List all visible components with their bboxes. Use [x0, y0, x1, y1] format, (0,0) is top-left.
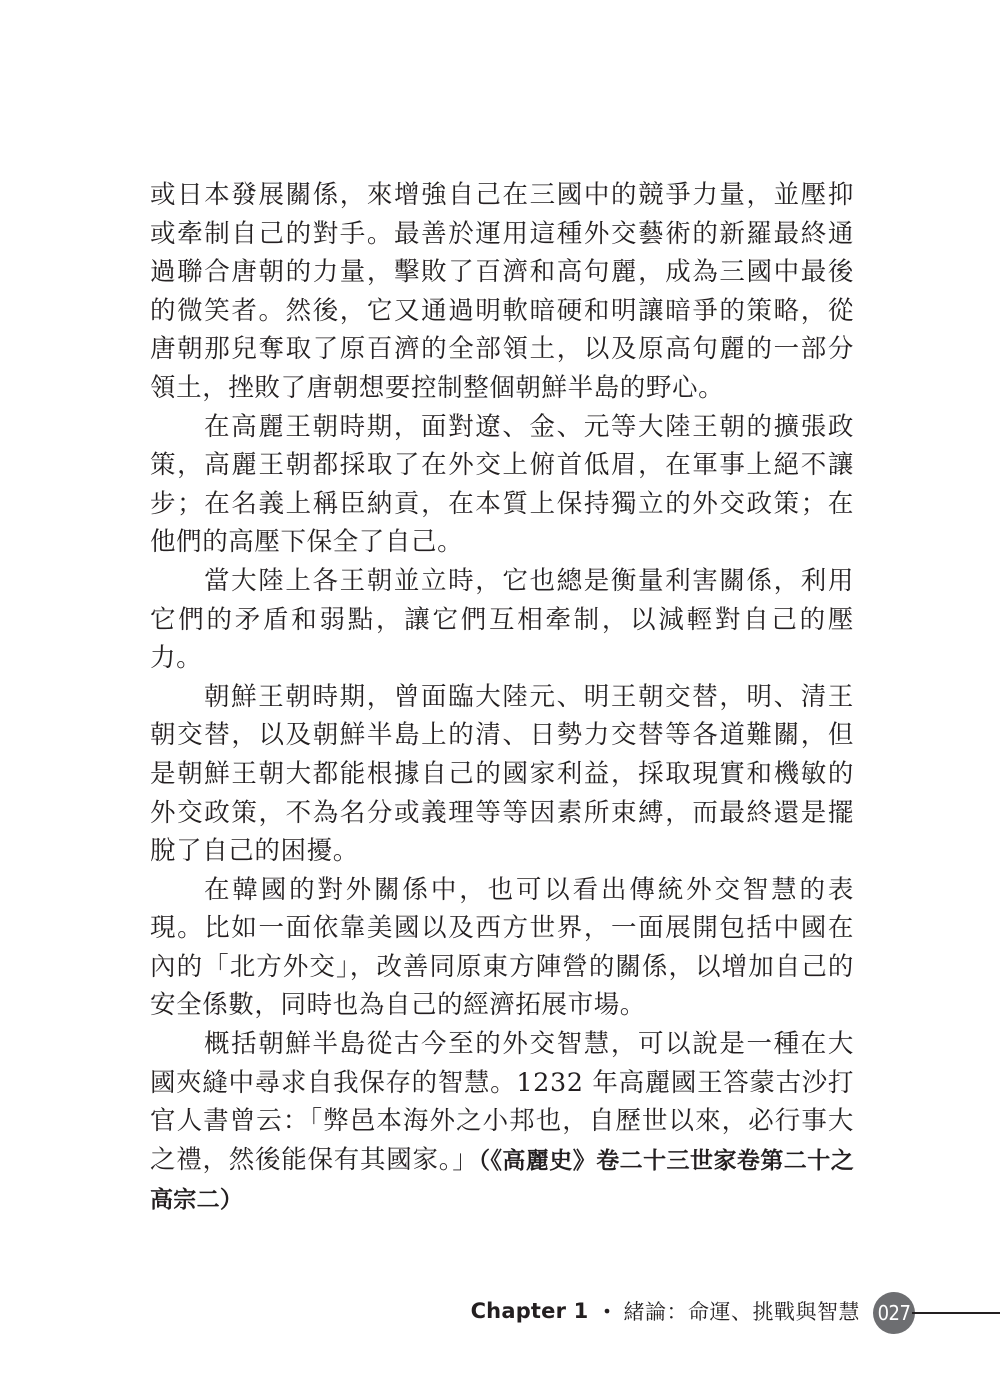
paragraph-6-text: 概括朝鮮半島從古今至的外交智慧，可以說是一種在大國夾縫中尋求自我保存的智慧。1232 年高麗國王答蒙古沙打官人書曾云：「弊邑本海外之小邦也，自歷世以來，必行事大之禮，然後能保有其國家。」 — [150, 1029, 854, 1175]
running-footer — [471, 1291, 860, 1331]
body-text — [150, 176, 854, 1220]
paragraph-1: 或日本發展關係，來增強自己在三國中的競爭力量，並壓抑或牽制自己的對手。最善於運用這種外交藝術的新羅最終通過聯合唐朝的力量，擊敗了百濟和高句麗，成為三國中最後的微笑者。然後，它又通過明軟暗硬和明讓暗爭的策略，從唐朝那兒奪取了原百濟的全部領土，以及原高句麗的一部分領土，挫敗了唐朝想要控制整個朝鮮半島的野心。 — [150, 180, 854, 403]
footer-rule — [912, 1312, 1000, 1314]
citation: （《高麗史》卷二十三世家卷第二十之高宗二） — [150, 1147, 854, 1214]
footer-separator: ・ — [596, 1300, 618, 1324]
paragraph-4: 朝鮮王朝時期，曾面臨大陸元、明王朝交替，明、清王朝交替，以及朝鮮半島上的清、日勢力交替等各道難關，但是朝鮮王朝大都能根據自己的國家利益，採取現實和機敏的外交政策，不為名分或義理等等因素所束縛，而最終還是擺脫了自己的困擾。 — [150, 681, 854, 867]
chapter-title: 緒論：命運、挑戰與智慧 — [623, 1300, 860, 1324]
paragraph-3: 當大陸上各王朝並立時，它也總是衡量利害關係，利用它們的矛盾和弱點，讓它們互相牽制，以減輕對自己的壓力。 — [150, 565, 854, 674]
paragraph-5: 在韓國的對外關係中，也可以看出傳統外交智慧的表現。比如一面依靠美國以及西方世界，一面展開包括中國在內的「北方外交」，改善同原東方陣營的關係，以增加自己的安全係數，同時也為自己的經濟拓展市場。 — [150, 874, 854, 1021]
paragraph-2: 在高麗王朝時期，面對遼、金、元等大陸王朝的擴張政策，高麗王朝都採取了在外交上俯首低眉，在軍事上絕不讓步；在名義上稱臣納貢，在本質上保持獨立的外交政策；在他們的高壓下保全了自己。 — [150, 411, 854, 558]
page-number: 027 — [873, 1292, 915, 1334]
paragraph-6 — [150, 1025, 854, 1220]
chapter-label: Chapter 1 — [470, 1299, 589, 1323]
